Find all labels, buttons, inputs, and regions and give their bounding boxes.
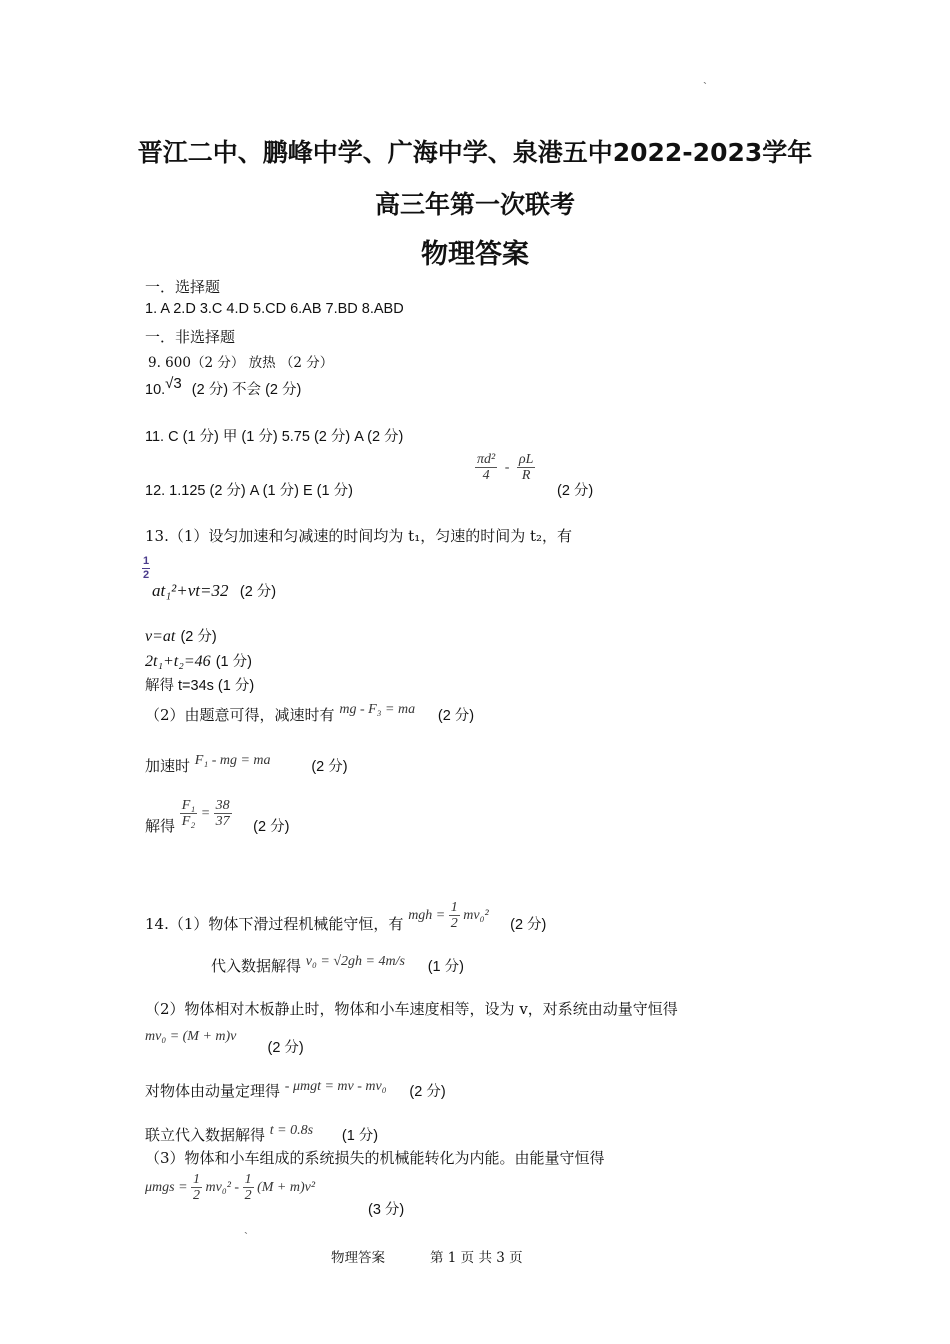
q12-answer: 12. 1.125 (2 分) A (1 分) E (1 分) xyxy=(145,483,353,499)
q14-part3-eq: μmgs = $\frac{1}{2}$ mv₀² - $\frac{1}{2}$ (M + m)v² xyxy=(145,1172,316,1204)
q14-part3-score: (3 分) xyxy=(368,1202,405,1218)
q14-intro: 14.（1）物体下滑过程机械能守恒，有 mgh = $\frac{1}{2}$ mv₀² (2 分) xyxy=(145,900,547,934)
q14-part3: （3）物体和小车组成的系统损失的机械能转化为内能。由能量守恒得 xyxy=(145,1149,605,1167)
q12-score: (2 分) xyxy=(557,483,594,499)
q14-part2-eq: mv₀ = (M + m)v (2 分) xyxy=(145,1029,304,1056)
q11-answer: 11. C (1 分) 甲 (1 分) 5.75 (2 分) A (2 分) xyxy=(145,429,404,445)
q13-eq2: v=at (2 分) xyxy=(145,628,217,645)
section-nonchoice-heading: 一．非选择题 xyxy=(145,328,236,346)
section-choice-heading: 一．选择题 xyxy=(145,278,221,296)
q14-momentum: 对物体由动量定理得 - μmgt = mv - mv₀ (2 分) xyxy=(145,1079,446,1100)
q14-joint: 联立代入数据解得 t = 0.8s (1 分) xyxy=(145,1123,379,1144)
corner-mark: ˴ xyxy=(703,74,707,88)
title-line-2: 高三年第一次联考 xyxy=(374,190,575,219)
q10-answer xyxy=(145,375,302,399)
bottom-mark: ˴ xyxy=(244,1224,248,1238)
q13-part2: （2）由题意可得，减速时有 mg - F₃ = ma (2 分) xyxy=(145,702,475,724)
q13-eq4: 解得 t=34s (1 分) xyxy=(145,678,255,694)
q13-intro: 13.（1）设匀加速和匀减速的时间均为 t₁，匀速的时间为 t₂，有 xyxy=(145,527,573,545)
q10-rest: (2 分) 不会 (2 分) xyxy=(191,382,302,398)
q9-answer: 9. 600（2 分） 放热 （2 分） xyxy=(148,355,334,371)
q12-formula: $\frac{\text{πd²}}{4}$ - $\frac{\rho L}{R}$ xyxy=(477,452,534,484)
q13-solve: 解得 $\frac{\text{F₁}}{\text{F₂}}$ = $\frac{38}{37}$ (2 分) xyxy=(145,798,290,836)
title-line-1: 晋江二中、鹏峰中学、广海中学、泉港五中2022-2023学年 xyxy=(137,138,813,167)
footer-page: 第 1 页 共 3 页 xyxy=(430,1250,523,1266)
q10-sqrt: √3 xyxy=(165,375,182,392)
choice-answers: 1. A 2.D 3.C 4.D 5.CD 6.AB 7.BD 8.ABD xyxy=(145,301,404,317)
q13-accel: 加速时 F₁ - mg = ma (2 分) xyxy=(145,753,348,775)
footer-left: 物理答案 xyxy=(331,1250,385,1266)
q14-substitute: 代入数据解得 v₀ = √2gh = 4m/s (1 分) xyxy=(211,954,464,975)
q13-eq3: 2t₁+t₂=46 (1 分) xyxy=(145,653,252,670)
q13-eq1: at₁²+vt=32 (2 分) xyxy=(152,581,277,600)
title-line-3: 物理答案 xyxy=(421,239,529,270)
q13-half-fraction: 1 2 xyxy=(143,555,150,581)
q14-part2: （2）物体相对木板静止时，物体和小车速度相等，设为 v，对系统由动量守恒得 xyxy=(145,1000,678,1018)
q10-num: 10. xyxy=(145,382,166,398)
